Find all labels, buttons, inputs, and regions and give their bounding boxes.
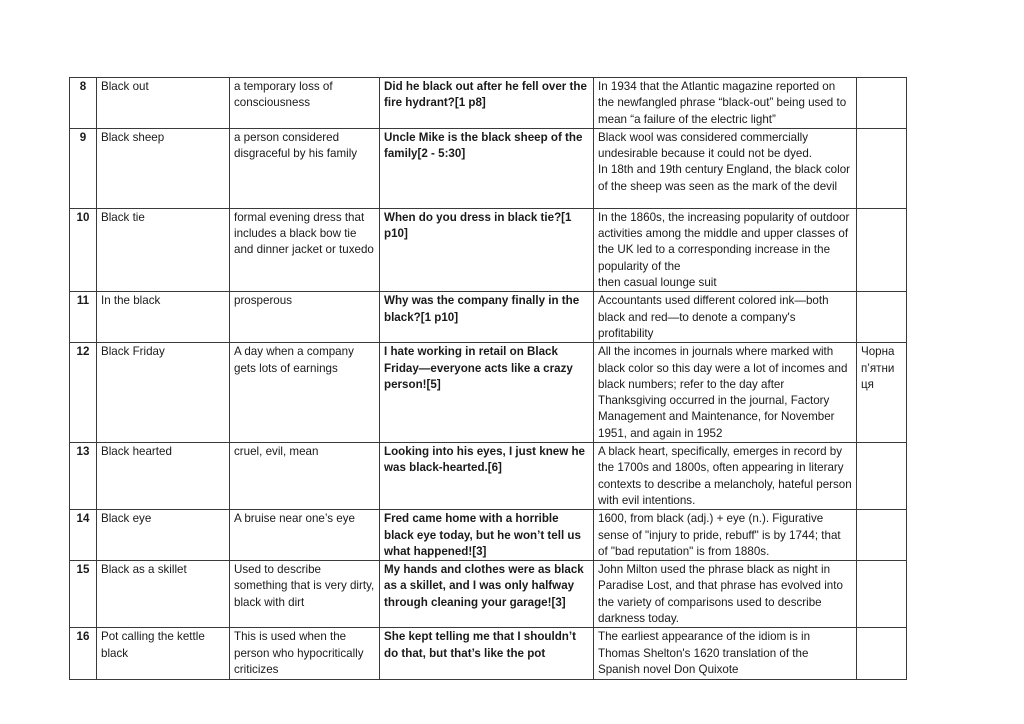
meaning-cell: cruel, evil, mean xyxy=(230,443,380,510)
origin-cell: In 1934 that the Atlantic magazine reported on the newfangled phrase “black-out” being used to mean “a failure of the electric light” xyxy=(594,78,857,129)
example-cell: Why was the company finally in the black?[1 p10] xyxy=(380,292,594,343)
origin-cell: A black heart, specifically, emerges in record by the 1700s and 1800s, often appearing in literary contexts to describe a melancholy, hateful person with evil intentions. xyxy=(594,443,857,510)
translation-cell xyxy=(857,561,907,628)
translation-cell: Чорна п’ятни ця xyxy=(857,343,907,443)
origin-cell: In the 1860s, the increasing popularity of outdoor activities among the middle and upper classes of the UK led to a corresponding increase in the popularity of the then casual lounge suit xyxy=(594,208,857,291)
meaning-cell: Used to describe something that is very dirty, black with dirt xyxy=(230,561,380,628)
idiom-cell: In the black xyxy=(97,292,230,343)
translation-cell xyxy=(857,292,907,343)
origin-cell: 1600, from black (adj.) + eye (n.). Figurative sense of "injury to pride, rebuff" is by 1744; that of "bad reputation" is from 1880s. xyxy=(594,510,857,561)
table-row xyxy=(70,561,907,628)
idiom-cell: Black eye xyxy=(97,510,230,561)
translation-cell xyxy=(857,628,907,680)
origin-cell: Accountants used different colored ink—both black and red—to denote a company's profitability xyxy=(594,292,857,343)
origin-cell: Black wool was considered commercially undesirable because it could not be dyed. In 18th and 19th century England, the black color of the sheep was seen as the mark of the devil xyxy=(594,128,857,208)
meaning-cell: This is used when the person who hypocritically criticizes xyxy=(230,628,380,680)
idiom-cell: Black hearted xyxy=(97,443,230,510)
origin-cell: All the incomes in journals where marked with black color so this day were a lot of incomes and black numbers; refer to the day after Thanksgiving occurred in the journal, Factory Management and Maintenance, for November 1951, and again in 1952 xyxy=(594,343,857,443)
row-number: 15 xyxy=(70,561,97,628)
translation-cell xyxy=(857,78,907,129)
row-number: 16 xyxy=(70,628,97,680)
table-row xyxy=(70,443,907,510)
origin-cell: The earliest appearance of the idiom is in Thomas Shelton's 1620 translation of the Spanish novel Don Quixote xyxy=(594,628,857,680)
idiom-cell: Black as a skillet xyxy=(97,561,230,628)
idiom-cell: Black sheep xyxy=(97,128,230,208)
example-cell: My hands and clothes were as black as a skillet, and I was only halfway through cleaning your garage![3] xyxy=(380,561,594,628)
table-row xyxy=(70,128,907,208)
idiom-cell: Black out xyxy=(97,78,230,129)
row-number: 11 xyxy=(70,292,97,343)
translation-cell xyxy=(857,443,907,510)
example-cell: I hate working in retail on Black Friday—everyone acts like a crazy person![5] xyxy=(380,343,594,443)
example-cell: She kept telling me that I shouldn’t do that, but that’s like the pot xyxy=(380,628,594,680)
row-number: 10 xyxy=(70,208,97,291)
example-cell: Uncle Mike is the black sheep of the family[2 - 5:30] xyxy=(380,128,594,208)
origin-cell: John Milton used the phrase black as night in Paradise Lost, and that phrase has evolved into the variety of comparisons used to describe darkness today. xyxy=(594,561,857,628)
meaning-cell: prosperous xyxy=(230,292,380,343)
translation-cell xyxy=(857,510,907,561)
row-number: 13 xyxy=(70,443,97,510)
meaning-cell: A day when a company gets lots of earnings xyxy=(230,343,380,443)
row-number: 9 xyxy=(70,128,97,208)
table-row xyxy=(70,510,907,561)
meaning-cell: a person considered disgraceful by his family xyxy=(230,128,380,208)
row-number: 12 xyxy=(70,343,97,443)
row-number: 8 xyxy=(70,78,97,129)
row-number: 14 xyxy=(70,510,97,561)
translation-cell xyxy=(857,208,907,291)
table-row xyxy=(70,628,907,680)
example-cell: Fred came home with a horrible black eye today, but he won’t tell us what happened![3] xyxy=(380,510,594,561)
example-cell: Looking into his eyes, I just knew he was black-hearted.[6] xyxy=(380,443,594,510)
meaning-cell: A bruise near one’s eye xyxy=(230,510,380,561)
example-cell: Did he black out after he fell over the fire hydrant?[1 p8] xyxy=(380,78,594,129)
idiom-cell: Pot calling the kettle black xyxy=(97,628,230,680)
table-row xyxy=(70,78,907,129)
table-row xyxy=(70,208,907,291)
meaning-cell: a temporary loss of consciousness xyxy=(230,78,380,129)
table-row xyxy=(70,343,907,443)
idiom-cell: Black tie xyxy=(97,208,230,291)
meaning-cell: formal evening dress that includes a black bow tie and dinner jacket or tuxedo xyxy=(230,208,380,291)
table-row xyxy=(70,292,907,343)
idiom-cell: Black Friday xyxy=(97,343,230,443)
example-cell: When do you dress in black tie?[1 p10] xyxy=(380,208,594,291)
translation-cell xyxy=(857,128,907,208)
idioms-table xyxy=(69,77,907,680)
